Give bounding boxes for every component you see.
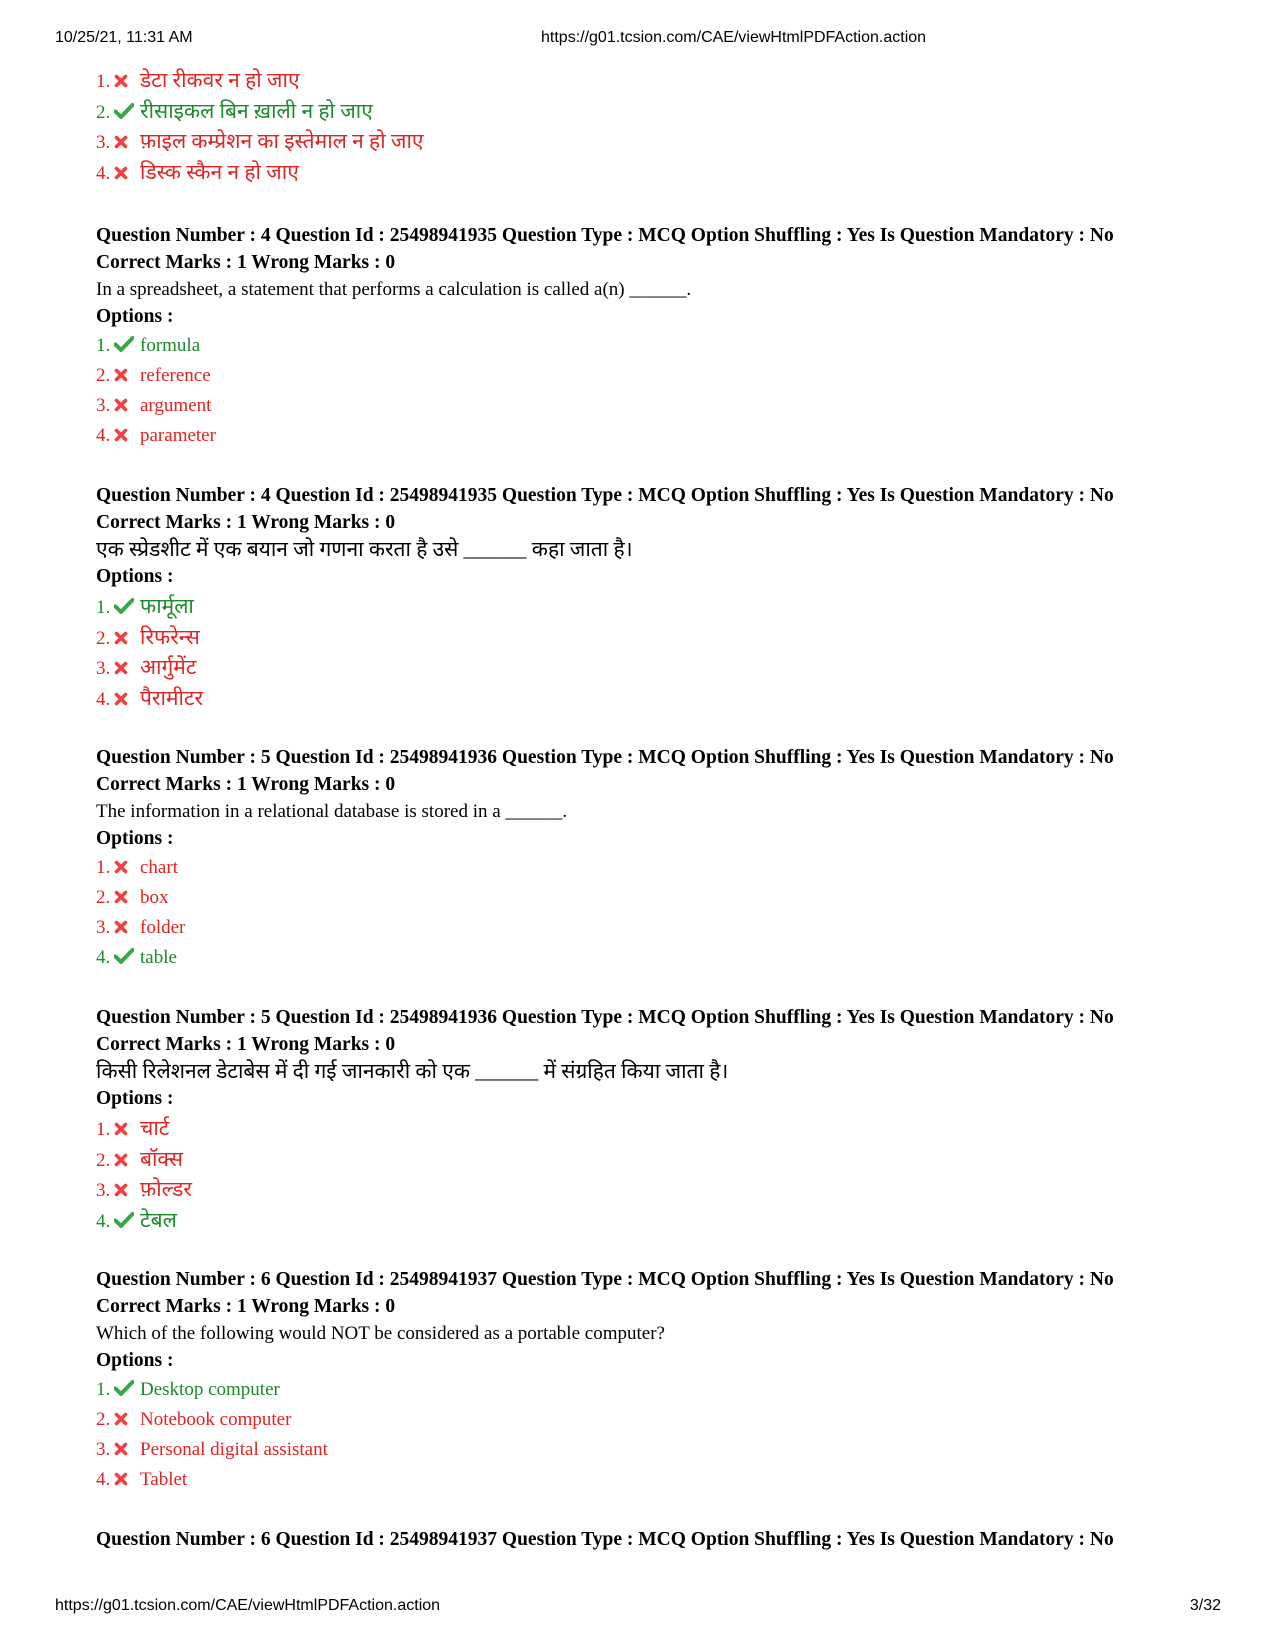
- option-number: 1.: [96, 597, 111, 618]
- options-label: Options :: [96, 1088, 174, 1109]
- option-text: Notebook computer: [140, 1409, 292, 1430]
- option-text: चार्ट: [140, 1116, 170, 1140]
- option-text: table: [140, 947, 177, 968]
- option-text: फार्मूला: [140, 594, 194, 618]
- cross-icon: [114, 883, 140, 913]
- option-item: [96, 883, 1196, 913]
- options-label: Options :: [96, 1350, 174, 1371]
- option-text: डिस्क स्कैन न हो जाए: [140, 159, 299, 184]
- option-number: 3.: [96, 1439, 111, 1460]
- cross-icon: [114, 126, 140, 157]
- question-block: [96, 744, 1196, 973]
- cross-icon: [114, 157, 140, 188]
- option-number: 3.: [96, 917, 111, 938]
- question-block: [96, 482, 1196, 713]
- option-text: formula: [140, 335, 201, 356]
- cross-icon: [114, 421, 140, 451]
- option-item: [96, 591, 1196, 622]
- question-header: Question Number : 6 Question Id : 25498941937 Question Type : MCQ Option Shuffling : Yes Is Question Mandatory : No: [96, 1269, 1114, 1290]
- cross-icon: [114, 622, 140, 653]
- option-number: 4.: [96, 947, 111, 968]
- option-number: 1.: [96, 335, 111, 356]
- option-item: [96, 1405, 1196, 1435]
- question-header: Question Number : 4 Question Id : 25498941935 Question Type : MCQ Option Shuffling : Yes Is Question Mandatory : No: [96, 225, 1114, 246]
- options-label: Options :: [96, 306, 174, 327]
- option-list: [96, 853, 1196, 973]
- option-text: Personal digital assistant: [140, 1439, 328, 1460]
- option-item: [96, 683, 1196, 714]
- question-block: [96, 1526, 1196, 1553]
- cross-icon: [114, 1113, 140, 1144]
- option-text: chart: [140, 857, 178, 878]
- option-text: फ़ाइल कम्प्रेशन का इस्तेमाल न हो जाए: [140, 129, 424, 153]
- option-item: [96, 652, 1196, 683]
- option-number: 3.: [96, 395, 111, 416]
- option-number: 4.: [96, 425, 111, 446]
- check-icon: [114, 96, 140, 127]
- option-item: [96, 391, 1196, 421]
- option-number: 2.: [96, 887, 111, 908]
- print-url: https://g01.tcsion.com/CAE/viewHtmlPDFAction.action: [541, 29, 927, 46]
- option-number: 2.: [96, 101, 111, 123]
- question-header: Question Number : 5 Question Id : 25498941936 Question Type : MCQ Option Shuffling : Yes Is Question Mandatory : No: [96, 747, 1114, 768]
- option-number: 1.: [96, 1119, 111, 1140]
- question-marks: Correct Marks : 1 Wrong Marks : 0: [96, 774, 396, 795]
- print-footer: [0, 1597, 1275, 1619]
- option-text: argument: [140, 395, 212, 416]
- option-item: [96, 1375, 1196, 1405]
- question-text: In a spreadsheet, a statement that performs a calculation is called a(n) ______.: [96, 279, 692, 300]
- option-item: [96, 65, 1196, 96]
- option-item: [96, 1144, 1196, 1175]
- option-number: 4.: [96, 688, 111, 710]
- option-item: [96, 1465, 1196, 1495]
- option-text: box: [140, 887, 169, 908]
- question-header: Question Number : 6 Question Id : 25498941937 Question Type : MCQ Option Shuffling : Yes Is Question Mandatory : No: [96, 1529, 1114, 1550]
- option-item: [96, 331, 1196, 361]
- footer-url: https://g01.tcsion.com/CAE/viewHtmlPDFAction.action: [55, 1597, 441, 1614]
- check-icon: [114, 1205, 140, 1236]
- question-list: [96, 222, 1196, 1495]
- option-item: [96, 913, 1196, 943]
- carryover-options: [96, 65, 1196, 187]
- cross-icon: [114, 1405, 140, 1435]
- option-number: 3.: [96, 132, 111, 153]
- options-label: Options :: [96, 828, 174, 849]
- option-item: [96, 361, 1196, 391]
- option-number: 4.: [96, 162, 111, 184]
- cross-icon: [114, 391, 140, 421]
- option-item: [96, 157, 1196, 188]
- cross-icon: [114, 1435, 140, 1465]
- option-text: रिफरेन्स: [140, 624, 200, 649]
- question-text: किसी रिलेशनल डेटाबेस में दी गई जानकारी को एक ______ में संग्रहित किया जाता है।: [96, 1059, 729, 1083]
- page-number: 3/32: [1189, 1597, 1221, 1614]
- option-text: बॉक्स: [140, 1146, 183, 1171]
- option-text: parameter: [140, 425, 216, 446]
- option-number: 2.: [96, 365, 111, 386]
- option-item: [96, 421, 1196, 451]
- option-number: 4.: [96, 1469, 111, 1490]
- option-text: रीसाइकल बिन ख़ाली न हो जाए: [140, 98, 373, 123]
- print-header: [0, 29, 1275, 51]
- cross-icon: [114, 913, 140, 943]
- option-item: [96, 622, 1196, 653]
- cross-icon: [114, 652, 140, 683]
- option-text: डेटा रीकवर न हो जाए: [140, 68, 300, 92]
- option-number: 1.: [96, 71, 111, 92]
- option-number: 2.: [96, 1149, 111, 1171]
- cross-icon: [114, 1465, 140, 1495]
- option-number: 4.: [96, 1210, 111, 1232]
- question-text: Which of the following would NOT be considered as a portable computer?: [96, 1323, 665, 1344]
- option-number: 3.: [96, 658, 111, 679]
- option-item: [96, 853, 1196, 883]
- question-marks: Correct Marks : 1 Wrong Marks : 0: [96, 1296, 396, 1317]
- check-icon: [114, 943, 140, 973]
- question-marks: Correct Marks : 1 Wrong Marks : 0: [96, 512, 396, 533]
- question-block: [96, 1266, 1196, 1495]
- page-content: [96, 64, 1196, 1553]
- option-number: 3.: [96, 1180, 111, 1201]
- cross-icon: [114, 853, 140, 883]
- question-text: एक स्प्रेडशीट में एक बयान जो गणना करता है उसे ______ कहा जाता है।: [96, 537, 633, 561]
- option-item: [96, 1113, 1196, 1144]
- question-text: The information in a relational database is stored in a ______.: [96, 801, 568, 822]
- cross-icon: [114, 1174, 140, 1205]
- option-list: [96, 1113, 1196, 1235]
- option-number: 2.: [96, 627, 111, 649]
- cross-icon: [114, 683, 140, 714]
- option-item: [96, 1435, 1196, 1465]
- option-list: [96, 591, 1196, 713]
- option-item: [96, 1205, 1196, 1236]
- check-icon: [114, 1375, 140, 1405]
- option-item: [96, 96, 1196, 127]
- cross-icon: [114, 1144, 140, 1175]
- option-text: Tablet: [140, 1469, 188, 1490]
- option-text: Desktop computer: [140, 1379, 280, 1400]
- check-icon: [114, 591, 140, 622]
- option-text: folder: [140, 917, 186, 938]
- cross-icon: [114, 65, 140, 96]
- option-list: [96, 1375, 1196, 1495]
- check-icon: [114, 331, 140, 361]
- question-header: Question Number : 5 Question Id : 25498941936 Question Type : MCQ Option Shuffling : Yes Is Question Mandatory : No: [96, 1007, 1114, 1028]
- option-text: फ़ोल्डर: [140, 1177, 192, 1201]
- options-label: Options :: [96, 566, 174, 587]
- print-datetime: 10/25/21, 11:31 AM: [55, 29, 193, 46]
- option-item: [96, 1174, 1196, 1205]
- option-number: 1.: [96, 1379, 111, 1400]
- option-list: [96, 331, 1196, 451]
- question-block: [96, 1004, 1196, 1235]
- option-text: पैरामीटर: [140, 685, 204, 710]
- cross-icon: [114, 361, 140, 391]
- option-number: 1.: [96, 857, 111, 878]
- option-text: reference: [140, 365, 211, 386]
- question-header: Question Number : 4 Question Id : 25498941935 Question Type : MCQ Option Shuffling : Yes Is Question Mandatory : No: [96, 485, 1114, 506]
- option-number: 2.: [96, 1409, 111, 1430]
- option-text: आर्गुमेंट: [140, 655, 197, 679]
- question-block: [96, 222, 1196, 451]
- option-item: [96, 943, 1196, 973]
- question-marks: Correct Marks : 1 Wrong Marks : 0: [96, 252, 396, 273]
- question-marks: Correct Marks : 1 Wrong Marks : 0: [96, 1034, 396, 1055]
- option-item: [96, 126, 1196, 157]
- option-text: टेबल: [140, 1207, 177, 1232]
